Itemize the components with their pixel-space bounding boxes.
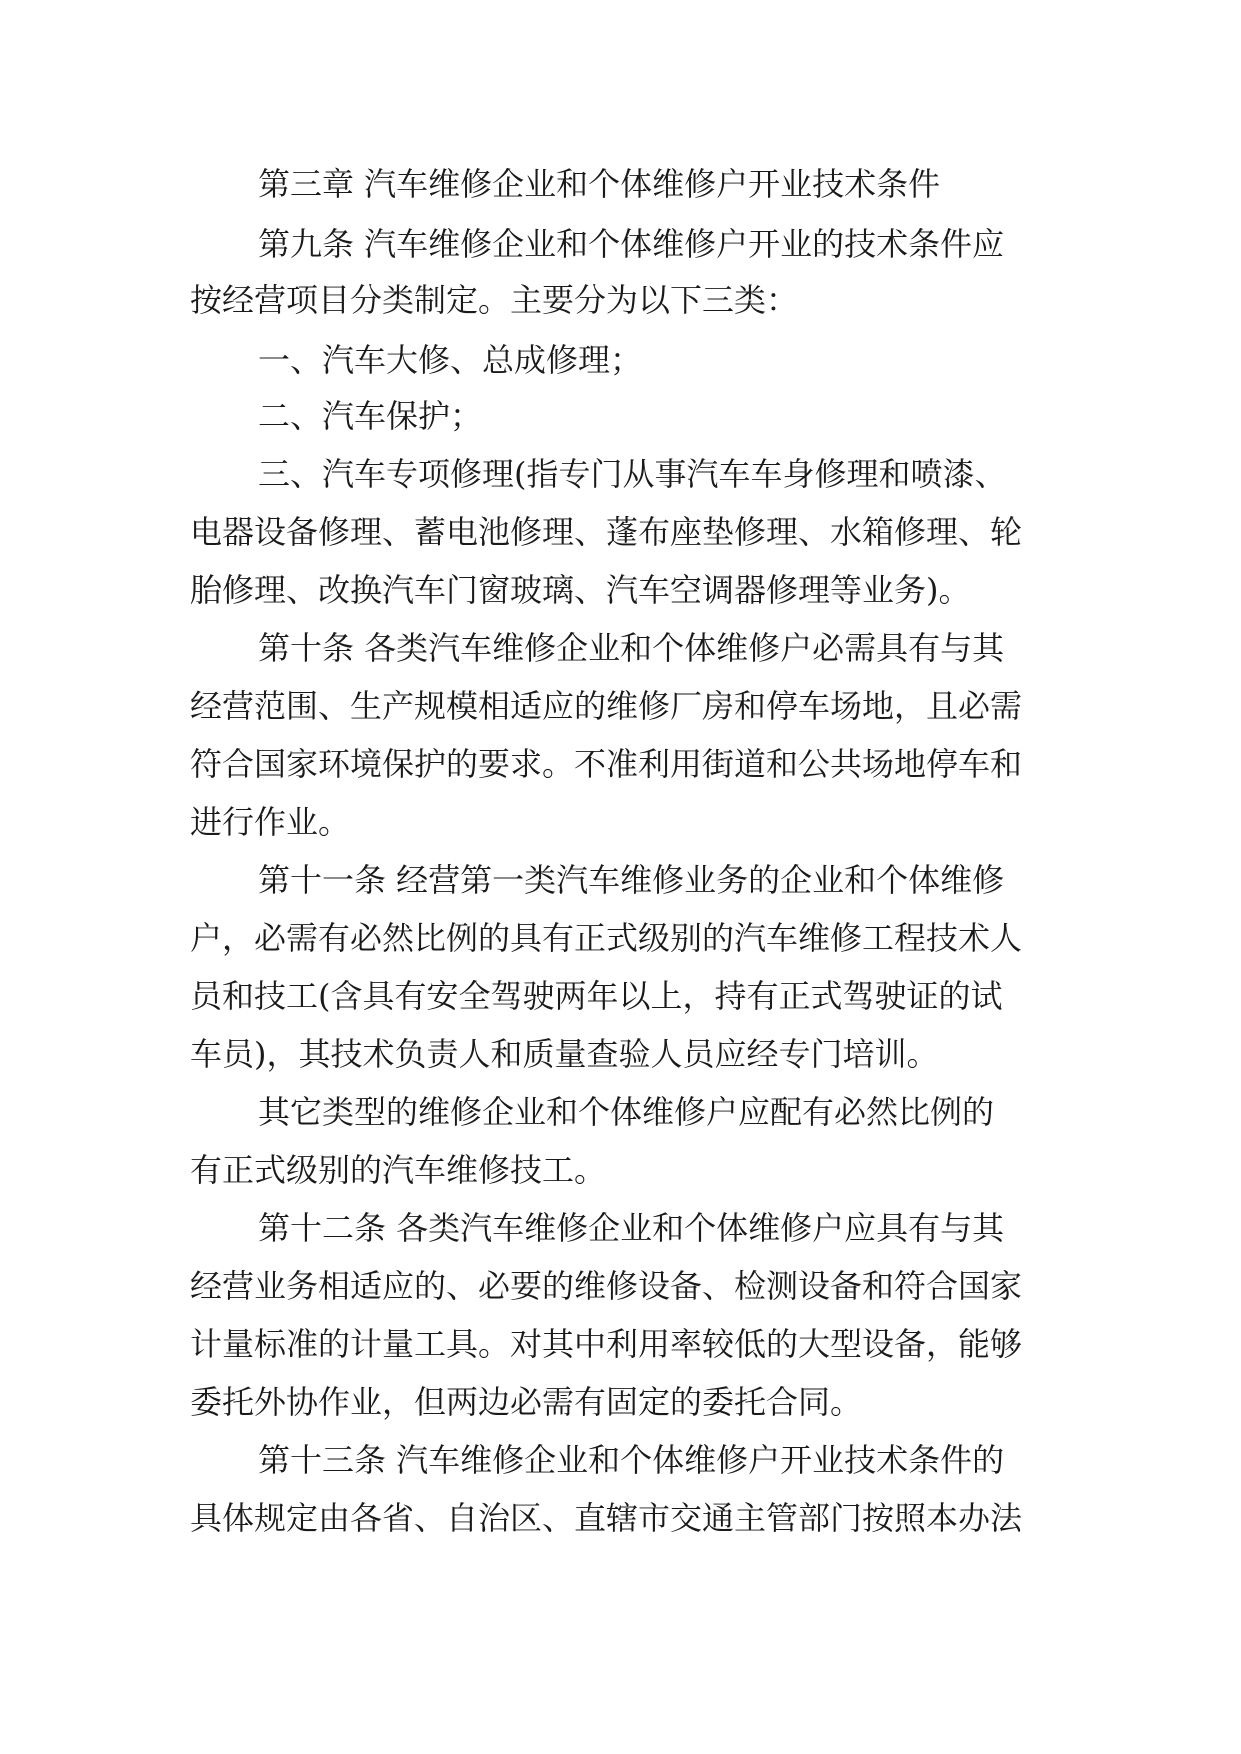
paragraph-line: 第十三条 汽车维修企业和个体维修户开业技术条件的 [258,1441,1005,1479]
paragraph-line: 计量标准的计量工具。对其中利用率较低的大型设备，能够 [190,1325,1023,1363]
paragraph-line: 按经营项目分类制定。主要分为以下三类： [190,281,799,319]
paragraph-line: 符合国家环境保护的要求。不准利用街道和公共场地停车和 [190,745,1023,783]
paragraph-line: 胎修理、改换汽车门窗玻璃、汽车空调器修理等业务)。 [190,571,971,609]
paragraph-line: 进行作业。 [190,803,351,841]
chapter-heading: 第三章 汽车维修企业和个体维修户开业技术条件 [258,165,941,203]
paragraph-line: 户，必需有必然比例的具有正式级别的汽车维修工程技术人 [190,919,1023,957]
paragraph-line: 二、汽车保护； [258,397,483,435]
paragraph-line: 具体规定由各省、自治区、直辖市交通主管部门按照本办法 [190,1499,1023,1537]
paragraph-line: 车员)，其技术负责人和质量查验人员应经专门培训。 [190,1035,939,1073]
paragraph-line: 其它类型的维修企业和个体维修户应配有必然比例的 [258,1093,995,1131]
paragraph-line: 有正式级别的汽车维修技工。 [190,1151,607,1189]
paragraph-line: 第十二条 各类汽车维修企业和个体维修户应具有与其 [258,1209,1005,1247]
paragraph-line: 员和技工(含具有安全驾驶两年以上，持有正式驾驶证的试 [190,977,1003,1015]
paragraph-line: 委托外协作业，但两边必需有固定的委托合同。 [190,1383,863,1421]
paragraph-line: 电器设备修理、蓄电池修理、蓬布座垫修理、水箱修理、轮 [190,513,1023,551]
paragraph-line: 第十条 各类汽车维修企业和个体维修户必需具有与其 [258,629,1005,667]
paragraph-line: 一、汽车大修、总成修理； [258,341,643,379]
paragraph-line: 经营范围、生产规模相适应的维修厂房和停车场地，且必需 [190,687,1023,725]
paragraph-line: 经营业务相适应的、必要的维修设备、检测设备和符合国家 [190,1267,1023,1305]
paragraph-line: 第十一条 经营第一类汽车维修业务的企业和个体维修 [258,861,1005,899]
paragraph-line: 第九条 汽车维修企业和个体维修户开业的技术条件应 [258,225,1005,263]
paragraph-line: 三、汽车专项修理(指专门从事汽车车身修理和喷漆、 [258,455,1007,493]
